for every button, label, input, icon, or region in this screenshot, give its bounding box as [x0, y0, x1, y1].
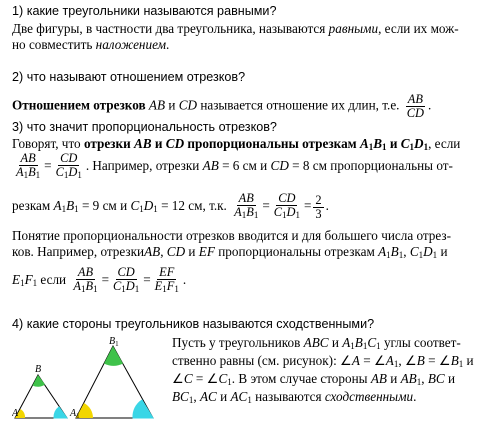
large-triangle: [76, 346, 153, 418]
q3-fraction-two-thirds: $\frac{2}{3}$: [315, 192, 322, 221]
q2-definition: Отношением отрезков AB и CD называется отношение их длин, т.е. $\frac{AB}{CD}$ .: [12, 92, 432, 120]
q4-text-line2: ственно равны (см. рисунок): ∠A = $\angle A_1$, ∠B = $\angle B_1$ и: [172, 353, 474, 369]
q3-line3: резкам $A_1B_1 = 9$ см и $C_1D_1 = 12$ см, т.к. $\frac{AB}{A_1B_1}$ = $\frac{CD}{C_1D_1}$ = $\frac{2}{3}$ .: [12, 191, 329, 221]
q2-heading: 2) что называют отношением отрезков?: [12, 70, 246, 84]
q3-para-line2: ков. Например, отрезкиAB, CD и EF пропорциональны отрезкам $A_1B_1$, $C_1D_1$ и: [12, 244, 448, 260]
similar-triangles-figure: [12, 334, 154, 422]
q1-line1: Две фигуры, в частности два треугольника, называются равными, если их мож-: [12, 21, 459, 36]
q3-para-line1: Понятие пропорциональности отрезков вводится и для большего числа отрез-: [12, 228, 452, 243]
label-b1: $B_1$: [109, 336, 119, 348]
q4-text-line1: Пусть у треугольников ABC и $A_1B_1C_1$ углы соответ-: [172, 335, 461, 351]
label-a: A: [12, 408, 19, 419]
q1-heading: 1) какие треугольники называются равными?: [12, 4, 277, 18]
q4-text-line4: $BC_1$, AC и $AC_1$ называются сходственными.: [172, 389, 417, 405]
label-a1: $A_1$: [70, 408, 80, 420]
q3-heading: 3) что значит пропорциональность отрезков?: [12, 120, 277, 134]
q3-line1: Говорят, что отрезки AB и CD пропорциональны отрезкам $A_1B_1$ и $C_1D_1$, если: [12, 136, 461, 152]
q4-heading: 4) какие стороны треугольников называются сходственными?: [12, 317, 375, 331]
q3-fraction-cd2: $\frac{CD}{C_1D_1}$: [273, 191, 300, 220]
q3-fraction-g2: $\frac{CD}{C_1D_1}$: [113, 265, 140, 294]
small-triangle: [15, 375, 67, 418]
q1-line2: но совместить наложением.: [12, 37, 170, 52]
q4-text-line3: ∠C = $\angle C_1$. В этом случае стороны AB и $AB_1$, BC и: [172, 371, 456, 387]
q2-fraction: $\frac{AB}{CD}$: [406, 92, 424, 120]
q3-line2: $\frac{AB}{A_1B_1}$ = $\frac{CD}{C_1D_1}$ . Например, отрезки AB = 6 см и CD = 8 см пропорциональны от-: [16, 151, 453, 180]
q3-fraction-g3: $\frac{EF}{E_1F_1}$: [154, 265, 179, 294]
q3-fraction-cd: $\frac{CD}{C_1D_1}$: [55, 151, 82, 180]
q3-fraction-g1: $\frac{AB}{A_1B_1}$: [73, 265, 98, 294]
large-angle-b1: [104, 346, 123, 366]
label-b: B: [35, 364, 42, 375]
q3-para-line3: $E_1F_1$ если $\frac{AB}{A_1B_1}$ = $\frac{CD}{C_1D_1}$ = $\frac{EF}{E_1F_1}$ .: [12, 265, 187, 294]
q3-fraction-ab2: $\frac{AB}{A_1B_1}$: [234, 191, 259, 220]
q3-fraction-ab: $\frac{AB}{A_1B_1}$: [16, 151, 41, 180]
